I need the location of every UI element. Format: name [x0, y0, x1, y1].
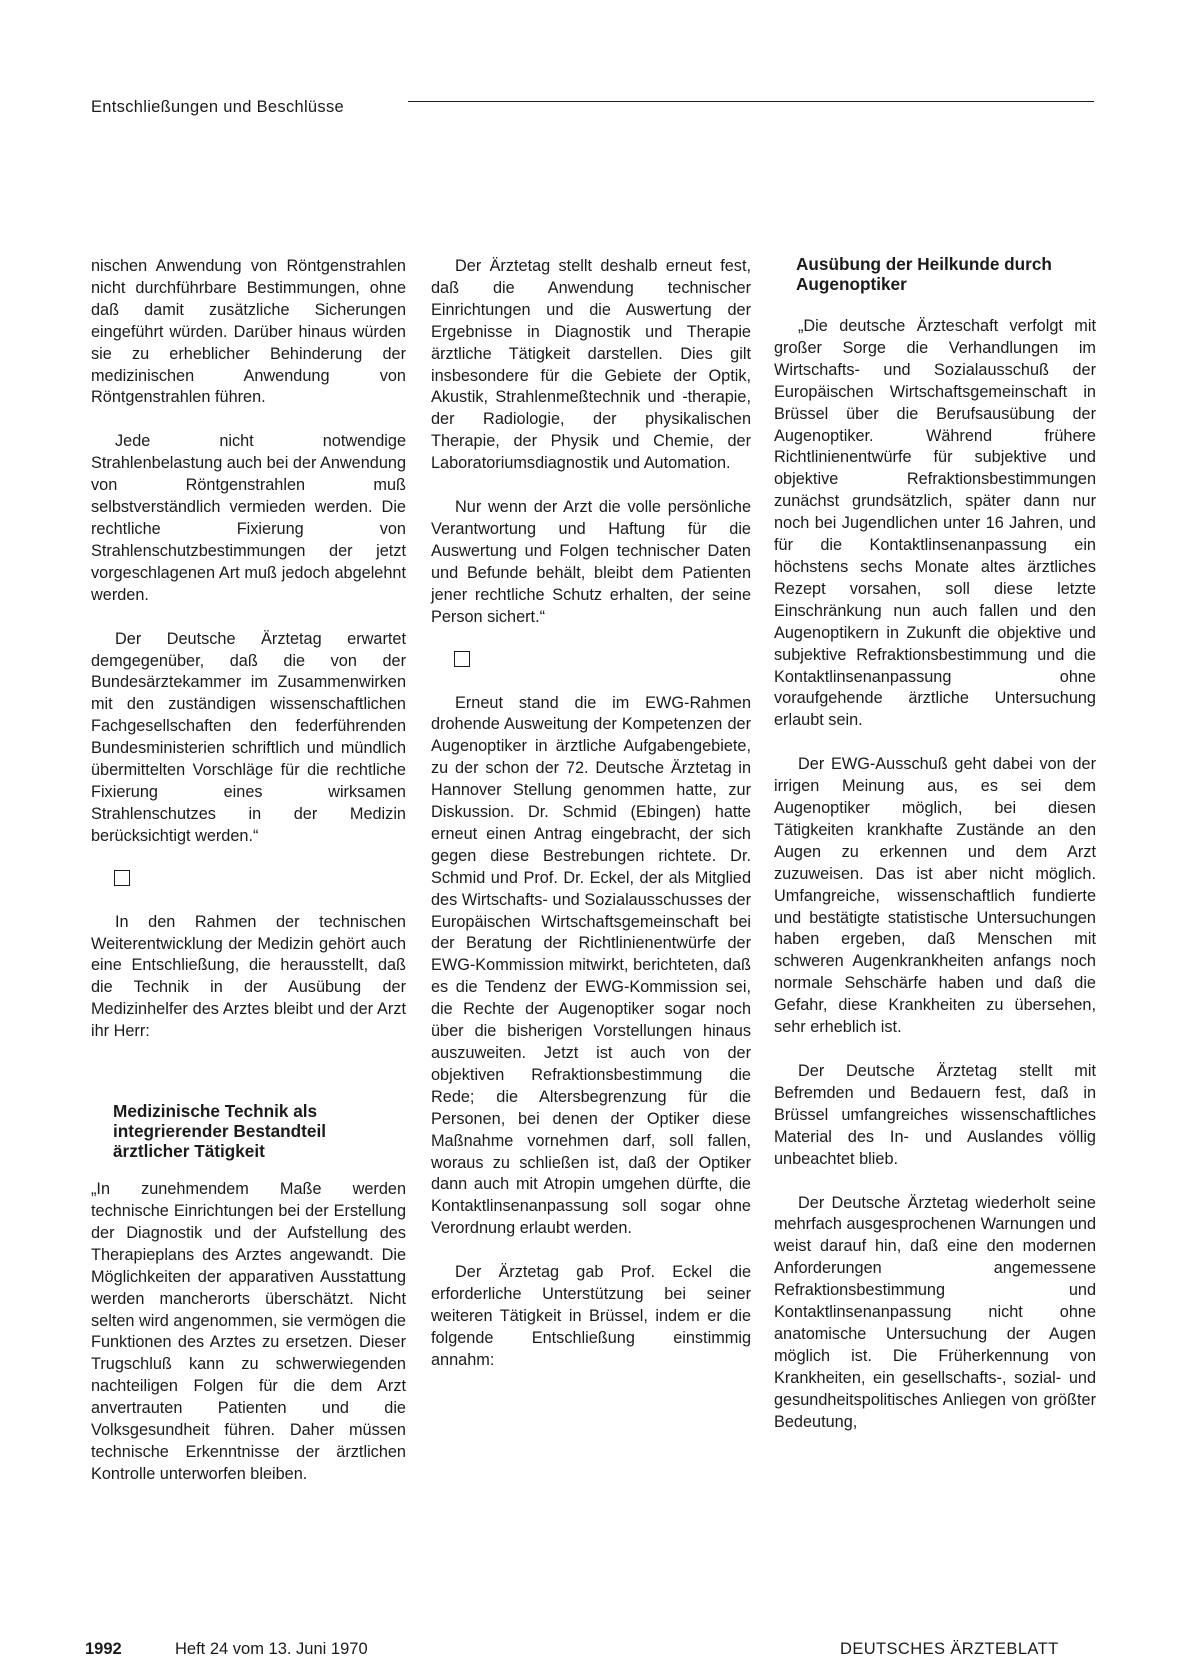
- paragraph: nischen Anwendung von Röntgenstrahlen nicht durchführbare Bestimmungen, ohne daß damit zusätzliche Sicherungen eingeführt würden. Darüber hinaus würden sie zu erheblicher Behinderung der medizinischen Anwendung von Röntgenstrahlen führen.: [91, 257, 406, 407]
- paragraph: In den Rahmen der technischen Weiterentwicklung der Medizin gehört auch eine Entschließung, die herausstellt, daß die Technik in der Ausübung der Medizinhelfer des Arztes bleibt und der Arzt ihr Herr:: [91, 912, 406, 1041]
- paragraph: Der Deutsche Ärztetag stellt mit Befremden und Bedauern fest, daß in Brüssel umfangreiches wissenschaftliches Material des In- und Auslandes völlig unbeachtet blieb.: [774, 1062, 1096, 1168]
- column-2: [431, 256, 751, 1394]
- column-3: [774, 256, 1096, 1456]
- paragraph: Der EWG-Ausschuß geht dabei von der irrigen Meinung aus, es sei dem Augenoptiker möglich, bei diesen Tätigkeiten krankhafte Zustände an den Augen zu erkennen und dem Arzt zuzuweisen. Das ist aber nicht möglich. Umfangreiche, wissenschaftlich fundierte und bestätigte statistische Untersuchungen haben ergeben, daß Menschen mit schweren Augenkrankheiten anfangs noch normale Sehschärfe haben und daß die Gefahr, diese Krankheiten zu übersehen, sehr erheblich ist.: [774, 755, 1096, 1037]
- header-rule: [408, 101, 1094, 102]
- paragraph: Der Deutsche Ärztetag erwartet demgegenüber, daß die von der Bundesärztekammer im Zusammenwirken mit den zuständigen wissenschaftlichen Fachgesellschaften den federführenden Bundesministerien schriftlich und mündlich übermittelten Vorschläge für die rechtliche Fixierung eines wirksamen Strahlenschutzes in der Medizin berücksichtigt werden.“: [91, 629, 406, 845]
- running-header: Entschließungen und Beschlüsse: [91, 98, 344, 116]
- footer-issue: Heft 24 vom 13. Juni 1970: [175, 1640, 368, 1658]
- section-heading: Ausübung der Heilkunde durch Augenoptiker: [796, 254, 1052, 294]
- footer-journal: DEUTSCHES ÄRZTEBLATT: [840, 1640, 1059, 1658]
- paragraph: Der Deutsche Ärztetag wiederholt seine mehrfach ausgesprochenen Warnungen und weist darauf hin, daß eine den modernen Anforderungen angemessene Refraktionsbestimmung und Kontaktlinsenanpassung nicht ohne anatomische Untersuchung der Augen möglich ist. Die Früherkennung von Krankheiten, ein gesellschafts-, sozial- und gesundheitspolitisches Anliegen von größter Bedeutung,: [774, 1193, 1096, 1431]
- paragraph: „Die deutsche Ärzteschaft verfolgt mit großer Sorge die Verhandlungen im Wirtschafts- und Sozialausschuß der Europäischen Wirtschaftsgemeinschaft in Brüssel über die Berufsausübung der Augenoptiker. Während frühere Richtlinienentwürfe für subjektive und objektive Refraktionsbestimmungen zunächst grundsätzlich, später dann nur noch bei Jugendlichen unter 16 Jahren, und für die Kontaktlinsenanpassung ein höchstens sechs Monate altes ärztliches Rezept vorsahen, soll diese letzte Einschränkung nun auch fallen und den Augenoptikern in Zukunft die objektive und subjektive Refraktionsbestimmung und die Kontaktlinsenanpassung ohne voraufgehende ärztliche Untersuchung erlaubt sein.: [774, 317, 1096, 730]
- paragraph: Der Ärztetag gab Prof. Eckel die erforderliche Unterstützung bei seiner weiteren Tätigkeit in Brüssel, indem er die folgende Entschließung einstimmig annahm:: [431, 1263, 751, 1369]
- column-1: [91, 256, 406, 1508]
- footer-page-number: 1992: [85, 1640, 122, 1658]
- paragraph: Nur wenn der Arzt die volle persönliche Verantwortung und Haftung für die Auswertung und Folgen technischer Daten und Befunde behält, bleibt dem Patienten jener rechtliche Schutz erhalten, der seine Person sichert.“: [431, 498, 751, 626]
- section-separator-box: [454, 651, 470, 667]
- section-heading: Medizinische Technik als integrierender Bestandteil ärztlicher Tätigkeit: [113, 1101, 326, 1162]
- paragraph: Erneut stand die im EWG-Rahmen drohende Ausweitung der Kompetenzen der Augenoptiker in ärztliche Aufgabengebiete, zu der schon der 72. Deutsche Ärztetag in Hannover Stellung genommen hatte, zur Diskussion. Dr. Schmid (Ebingen) hatte erneut einen Antrag eingebracht, der sich gegen diese Bestrebungen richtete. Dr. Schmid und Prof. Dr. Eckel, der als Mitglied des Wirtschafts- und Sozialausschusses der Europäischen Wirtschaftsgemeinschaft bei der Beratung der Richtlinienentwürfe der EWG-Kommission mitwirkt, berichteten, daß es die Tendenz der EWG-Kommission sei, die Rechte der Augenoptiker sogar noch über die bisherigen Vorstellungen hinaus auszuweiten. Jetzt ist auch von der objektiven Refraktionsbestimmung die Rede; die Altersbegrenzung für die Personen, bei denen der Optiker diese Maßnahme vornehmen darf, soll fallen, woraus zu schließen ist, daß der Optiker dann auch mit Atropin umgehen dürfte, die Kontaktlinsenanpassung soll sogar ohne Verordnung erlaubt werden.: [431, 693, 751, 1238]
- paragraph: Der Ärztetag stellt deshalb erneut fest, daß die Anwendung technischer Einrichtungen und die Auswertung der Ergebnisse in Diagnostik und Therapie ärztliche Tätigkeit darstellen. Dies gilt insbesondere für die Gebiete der Optik, Akustik, Strahlenmeßtechnik und -therapie, der Radiologie, der physikalischen Therapie, der Physik und Chemie, der Laboratoriumsdiagnostik und Automation.: [431, 257, 751, 473]
- paragraph: Jede nicht notwendige Strahlenbelastung auch bei der Anwendung von Röntgenstrahlen muß selbstverständlich vermieden werden. Die rechtliche Fixierung von Strahlenschutzbestimmungen der jetzt vorgeschlagenen Art muß jedoch abgelehnt werden.: [91, 432, 407, 604]
- paragraph: „In zunehmendem Maße werden technische Einrichtungen bei der Erstellung der Diagnostik und der Aufstellung des Therapieplans des Arztes angewandt. Die Möglichkeiten der apparativen Ausstattung werden mancherorts überschätzt. Nicht selten wird angenommen, sie vermögen die Funktionen des Arztes zu ersetzen. Dieser Trugschluß kann zu schwerwiegenden nachteiligen Folgen für die dem Arzt anvertrauten Patienten und die Volksgesundheit führen. Daher müssen technische Erkenntnisse der ärztlichen Kontrolle unterworfen bleiben.: [91, 1180, 406, 1483]
- section-separator-box: [114, 870, 130, 886]
